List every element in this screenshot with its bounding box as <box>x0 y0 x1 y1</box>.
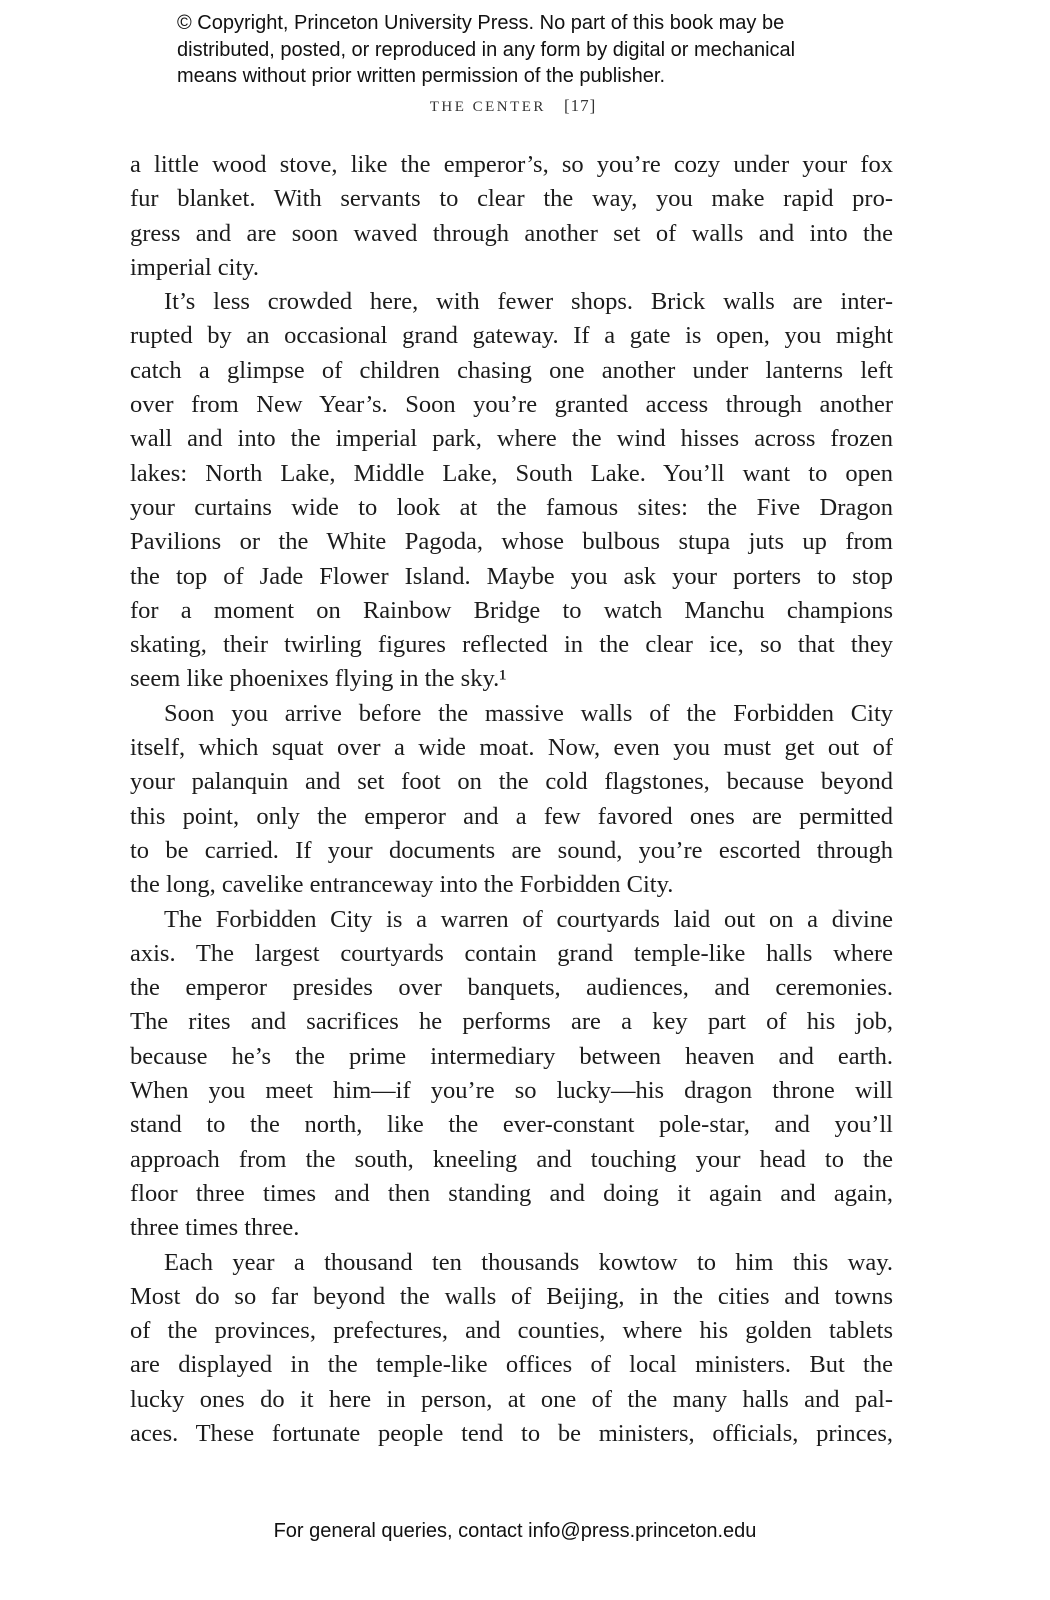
copyright-line: © Copyright, Princeton University Press. No part of this book may be <box>177 12 785 34</box>
copyright-line: means without prior written permission of the publisher. <box>177 65 666 87</box>
text-line: floor three times and then standing and doing it again and again, <box>130 1179 893 1207</box>
paragraph <box>130 148 893 285</box>
text-line: for a moment on Rainbow Bridge to watch Manchu champions <box>130 596 893 624</box>
text-line: to be carried. If your documents are sound, you’re escorted through <box>130 836 893 864</box>
body-text <box>130 148 893 1451</box>
text-line: of the provinces, prefectures, and counties, where his golden tablets <box>130 1317 893 1345</box>
text-line: this point, only the emperor and a few favored ones are permitted <box>130 802 893 830</box>
copyright-line: distributed, posted, or reproduced in any form by digital or mechanical <box>177 38 796 61</box>
text-line: The rites and sacrifices he performs are a key part of his job, <box>130 1008 893 1036</box>
text-line: Most do so far beyond the walls of Beijing, in the cities and towns <box>130 1282 893 1310</box>
text-line: The Forbidden City is a warren of courtyards laid out on a divine <box>164 905 893 933</box>
text-line: the long, cavelike entranceway into the Forbidden City. <box>130 871 674 899</box>
text-line: the top of Jade Flower Island. Maybe you ask your porters to stop <box>130 562 893 590</box>
footer-contact: For general queries, contact info@press.princeton.edu <box>273 1520 757 1542</box>
text-line: catch a glimpse of children chasing one another under lanterns left <box>130 356 893 384</box>
text-line: Each year a thousand ten thousands kowtow to him this way. <box>164 1248 893 1276</box>
text-line: axis. The largest courtyards contain grand temple-like halls where <box>130 939 893 967</box>
text-line: skating, their twirling figures reflected in the clear ice, so that they <box>130 631 893 659</box>
page-number: [17] <box>563 96 597 115</box>
text-line: lakes: North Lake, Middle Lake, South Lake. You’ll want to open <box>130 459 893 487</box>
text-line: fur blanket. With servants to clear the way, you make rapid pro- <box>130 185 893 213</box>
copyright-notice <box>177 10 897 90</box>
text-line: over from New Year’s. Soon you’re granted access through another <box>130 391 893 419</box>
paragraph <box>130 285 893 697</box>
text-line: three times three. <box>130 1214 300 1242</box>
paragraph <box>130 903 893 1246</box>
text-line: your curtains wide to look at the famous sites: the Five Dragon <box>130 493 893 521</box>
text-line: a little wood stove, like the emperor’s, so you’re cozy under your fox <box>130 151 893 178</box>
text-line: itself, which squat over a wide moat. Now, even you must get out of <box>130 734 893 762</box>
paragraph <box>130 1246 893 1452</box>
text-line: imperial city. <box>130 253 260 281</box>
text-line: are displayed in the temple-like offices of local ministers. But the <box>130 1351 893 1379</box>
text-line: lucky ones do it here in person, at one of the many halls and pal- <box>130 1385 893 1413</box>
paragraph <box>130 697 893 903</box>
running-head-title: THE CENTER <box>429 99 546 115</box>
running-head <box>0 96 1026 116</box>
text-line: stand to the north, like the ever-constant pole-star, and you’ll <box>130 1111 893 1139</box>
text-line: wall and into the imperial park, where the wind hisses across frozen <box>130 425 893 453</box>
text-line: Soon you arrive before the massive walls of the Forbidden City <box>164 699 893 727</box>
text-line: When you meet him—if you’re so lucky—his dragon throne will <box>130 1077 893 1105</box>
text-line: gress and are soon waved through another set of walls and into the <box>130 219 893 247</box>
text-line: your palanquin and set foot on the cold flagstones, because beyond <box>130 768 893 796</box>
text-line: It’s less crowded here, with fewer shops. Brick walls are inter- <box>164 288 893 316</box>
text-line: the emperor presides over banquets, audiences, and ceremonies. <box>130 974 893 1002</box>
text-line: seem like phoenixes flying in the sky.¹ <box>130 665 507 693</box>
text-line: approach from the south, kneeling and touching your head to the <box>130 1145 893 1173</box>
text-line: rupted by an occasional grand gateway. If a gate is open, you might <box>130 322 893 350</box>
text-line: because he’s the prime intermediary between heaven and earth. <box>130 1042 893 1070</box>
text-line: aces. These fortunate people tend to be ministers, officials, princes, <box>130 1419 893 1447</box>
text-line: Pavilions or the White Pagoda, whose bulbous stupa juts up from <box>130 528 893 556</box>
